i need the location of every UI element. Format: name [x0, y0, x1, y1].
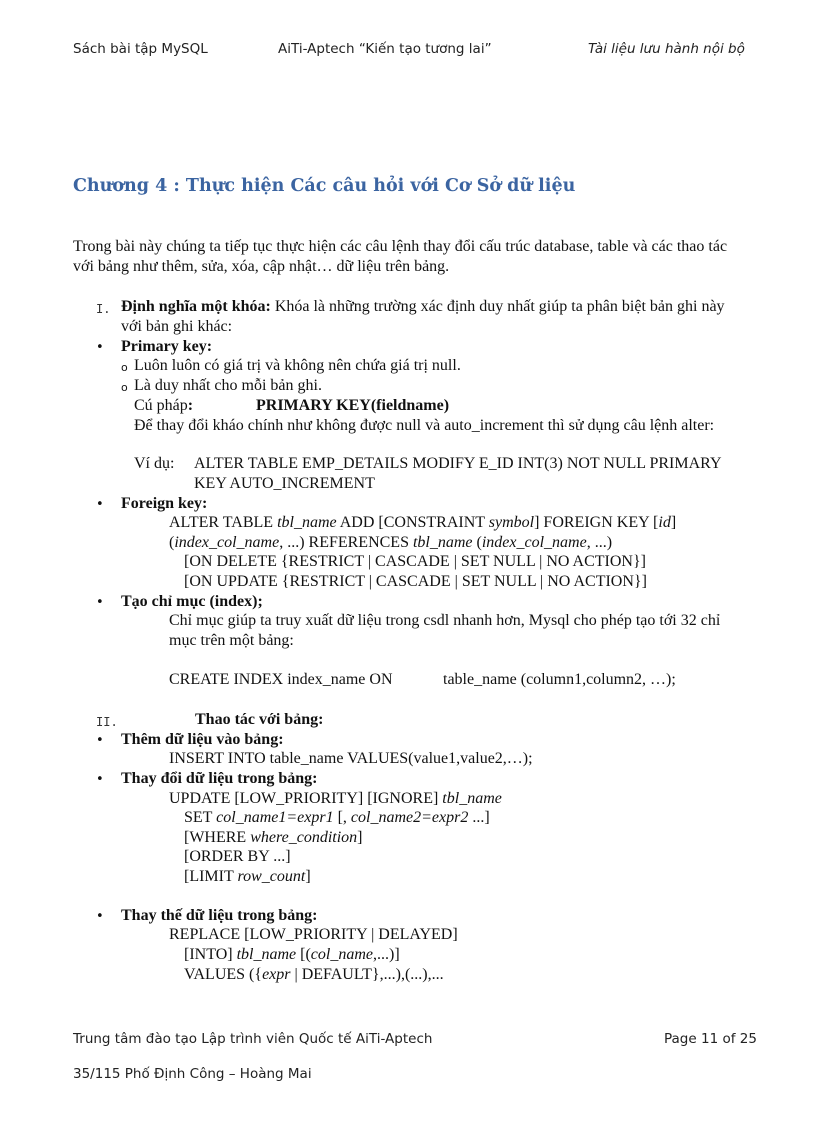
section-1-numeral: I. [96, 302, 111, 316]
code-text: , ...) REFERENCES [279, 534, 413, 551]
code-text: [LIMIT [184, 868, 238, 885]
primary-key-item-1: Luôn luôn có giá trị và không nên chứa giá trị null. [134, 357, 461, 374]
footer-address: 35/115 Phố Định Công – Hoàng Mai [73, 1066, 312, 1082]
code-placeholder: col_name [310, 946, 373, 963]
index-text-line-2: mục trên một bảng: [169, 632, 294, 649]
code-text: ...] [468, 809, 490, 826]
code-text: ADD [CONSTRAINT [336, 514, 489, 531]
code-text: ] FOREIGN KEY [ [534, 514, 659, 531]
update-title: Thay đổi dữ liệu trong bảng: [121, 770, 318, 787]
code-text: [, [333, 809, 351, 826]
code-text: [WHERE [184, 829, 251, 846]
code-text: SET [184, 809, 217, 826]
code-text: , ...) [586, 534, 613, 551]
syntax-label-text: Cú pháp [134, 397, 188, 414]
code-text: ALTER TABLE [169, 514, 278, 531]
index-code-part-2: table_name (column1,column2, …); [443, 671, 676, 688]
replace-code-line-3 [184, 966, 444, 984]
update-code-line-2 [184, 809, 490, 827]
circle-bullet-icon: o [121, 381, 128, 394]
section-1-line-1 [121, 298, 725, 316]
code-text: ] [357, 829, 363, 846]
code-placeholder: row_count [237, 868, 306, 885]
code-placeholder: index_col_name [174, 534, 280, 551]
update-code-line-4: [ORDER BY ...] [184, 848, 291, 865]
section-1-line-2: với bản ghi khác: [121, 318, 233, 335]
bullet-icon: • [96, 733, 104, 748]
footer-center-name: Trung tâm đào tạo Lập trình viên Quốc tế AiTi-Aptech [73, 1031, 433, 1047]
foreign-key-code-line-4: [ON UPDATE {RESTRICT | CASCADE | SET NULL | NO ACTION}] [184, 573, 647, 590]
section-1-title: Định nghĩa một khóa: [121, 298, 271, 315]
syntax-value: PRIMARY KEY(fieldname) [256, 397, 450, 414]
index-code-part-1: CREATE INDEX index_name ON [169, 671, 393, 688]
foreign-key-title: Foreign key: [121, 495, 208, 512]
bullet-icon: • [96, 772, 104, 787]
code-text: VALUES ({ [184, 966, 263, 983]
code-placeholder: col_name1 [216, 809, 287, 826]
example-code-line-1: ALTER TABLE EMP_DETAILS MODIFY E_ID INT(3) NOT NULL PRIMARY [194, 455, 722, 472]
code-text: ( [472, 534, 482, 551]
bullet-icon: • [96, 595, 104, 610]
header-distribution-note: Tài liệu lưu hành nội bộ [588, 41, 745, 57]
code-placeholder: tbl_name [236, 946, 297, 963]
bullet-icon: • [96, 909, 104, 924]
bullet-icon: • [96, 340, 104, 355]
example-label: Ví dụ: [134, 455, 175, 472]
code-placeholder: index_col_name [481, 534, 587, 551]
primary-key-item-2: Là duy nhất cho mỗi bản ghi. [134, 377, 322, 394]
code-placeholder: id [658, 514, 671, 531]
foreign-key-code-line-1 [169, 514, 676, 532]
code-text: | DEFAULT},...),(...),... [290, 966, 444, 983]
code-text: ( [169, 534, 175, 551]
index-title: Tạo chỉ mục (index); [121, 593, 263, 610]
code-text: ,...)] [372, 946, 400, 963]
code-placeholder: expr2 [431, 809, 469, 826]
example-code-line-2: KEY AUTO_INCREMENT [194, 475, 375, 492]
index-text-line-1: Chỉ mục giúp ta truy xuất dữ liệu trong csdl nhanh hơn, Mysql cho phép tạo tới 32 chỉ [169, 612, 721, 629]
bullet-icon: • [96, 497, 104, 512]
primary-key-note: Để thay đổi kháo chính như không được null và auto_increment thì sử dụng câu lệnh alter: [134, 417, 715, 434]
code-placeholder: col_name2 [350, 809, 422, 826]
foreign-key-code-line-2 [169, 534, 612, 552]
intro-line-1: Trong bài này chúng ta tiếp tục thực hiện các câu lệnh thay đổi cấu trúc database, table và các thao tác [73, 238, 728, 255]
circle-bullet-icon: o [121, 361, 128, 374]
chapter-title: Chương 4 : Thực hiện Các câu hỏi với Cơ Sở dữ liệu [73, 176, 576, 196]
code-placeholder: tbl_name [442, 790, 502, 807]
code-placeholder: tbl_name [277, 514, 337, 531]
syntax-label [134, 397, 193, 415]
code-text: ] [670, 514, 677, 531]
header-slogan: AiTi-Aptech “Kiến tạo tương lai” [278, 41, 492, 57]
replace-title: Thay thế dữ liệu trong bảng: [121, 907, 318, 924]
intro-line-2: với bảng như thêm, sửa, xóa, cập nhật… dữ liệu trên bảng. [73, 258, 450, 275]
syntax-colon: : [187, 397, 194, 414]
code-placeholder: where_condition [250, 829, 358, 846]
replace-code-line-1: REPLACE [LOW_PRIORITY | DELAYED] [169, 926, 458, 943]
primary-key-title: Primary key: [121, 338, 213, 355]
section-2-title: Thao tác với bảng: [195, 711, 324, 728]
code-placeholder: tbl_name [412, 534, 473, 551]
update-code-line-1 [169, 790, 502, 808]
update-code-line-5 [184, 868, 311, 886]
code-text: = [421, 809, 432, 826]
update-code-line-3 [184, 829, 362, 847]
code-placeholder: expr [262, 966, 291, 983]
code-text: ] [305, 868, 311, 885]
section-2-numeral: II. [96, 715, 118, 729]
foreign-key-code-line-3: [ON DELETE {RESTRICT | CASCADE | SET NULL | NO ACTION}] [184, 553, 646, 570]
section-1-text: Khóa là những trường xác định duy nhất giúp ta phân biệt bản ghi này [270, 298, 725, 315]
code-text: [( [296, 946, 311, 963]
insert-title: Thêm dữ liệu vào bảng: [121, 731, 284, 748]
code-text: [INTO] [184, 946, 237, 963]
code-placeholder: expr1 [297, 809, 334, 826]
code-placeholder: symbol [488, 514, 535, 531]
footer-page-number: Page 11 of 25 [664, 1031, 757, 1047]
code-text: = [286, 809, 298, 826]
code-text: UPDATE [LOW_PRIORITY] [IGNORE] [169, 790, 443, 807]
replace-code-line-2 [184, 946, 400, 964]
insert-code: INSERT INTO table_name VALUES(value1,value2,…); [169, 750, 533, 767]
header-book-title: Sách bài tập MySQL [73, 41, 208, 57]
